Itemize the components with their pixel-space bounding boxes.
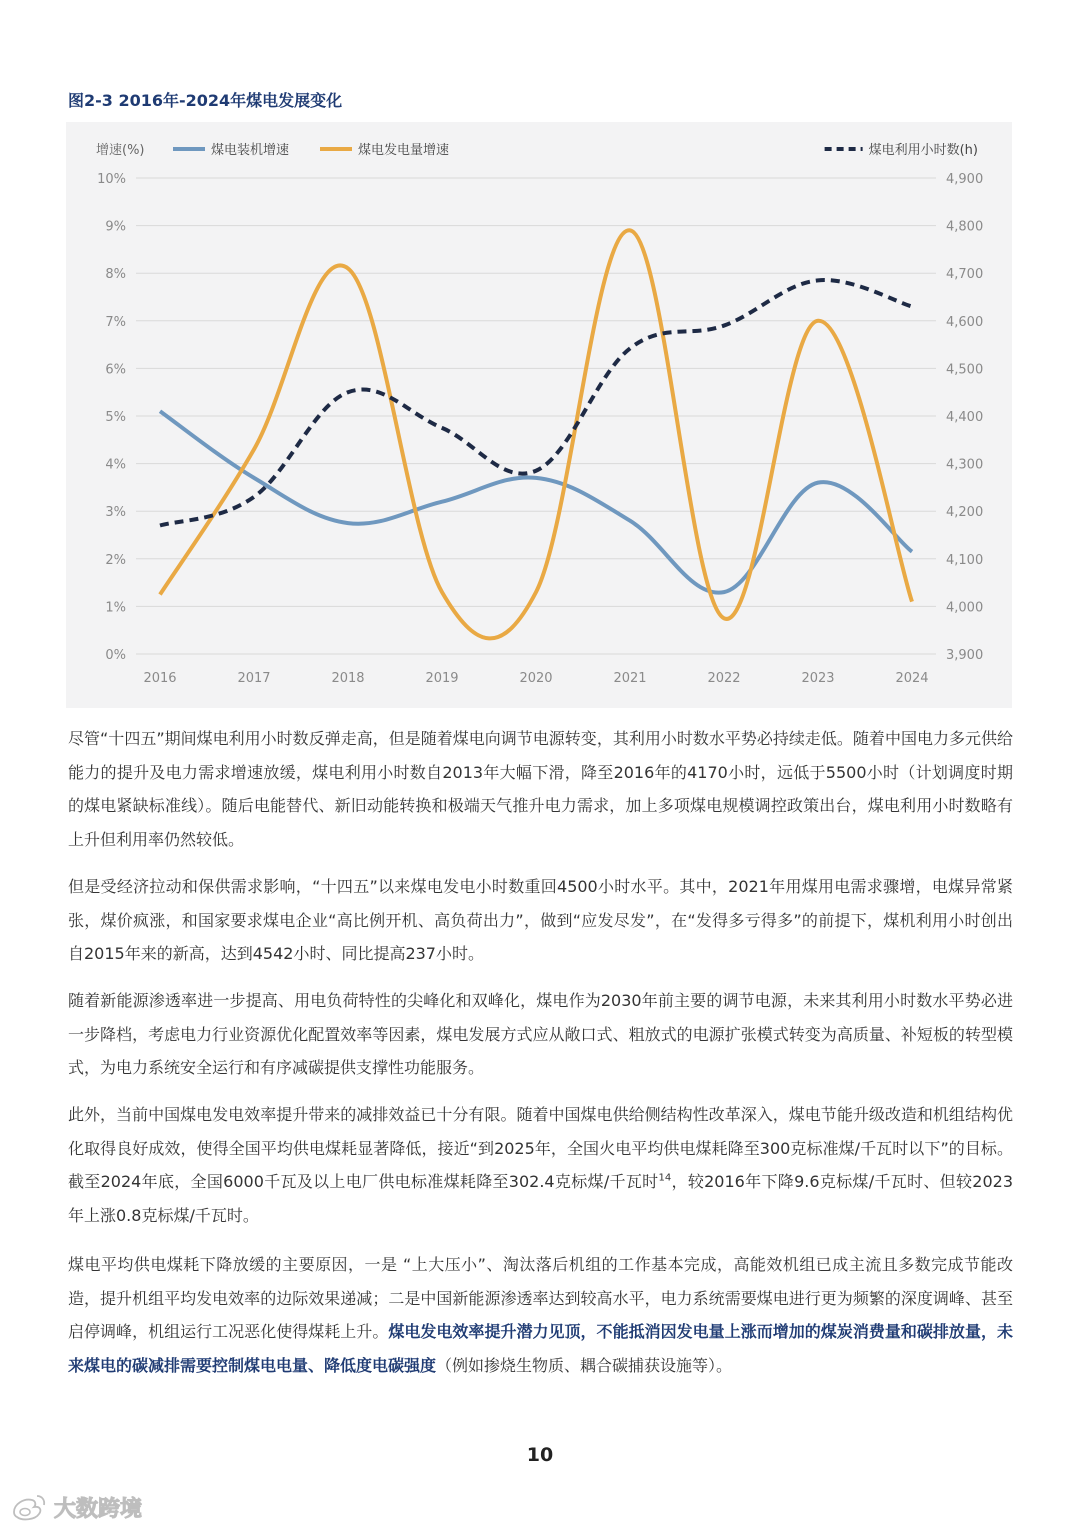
x-tick-label: 2016 xyxy=(143,671,177,686)
x-tick-label: 2017 xyxy=(237,671,271,686)
right-tick-label: 4,500 xyxy=(946,362,984,378)
right-tick-label: 4,600 xyxy=(946,314,984,330)
legend-label-1: 煤电装机增速 xyxy=(211,143,290,158)
right-tick-label: 4,700 xyxy=(946,267,984,283)
legend-label-2: 煤电发电量增速 xyxy=(358,143,450,158)
paragraph-5-part-a: 煤电平均供电煤耗下降放缓的主要原因，一是 “上大压小”、淘汰落后机组的工作基本完成，高能效机组已成主流且多数完成节能改造，提升机组平均发电效率的边际效果递减；二是中国新能源渗透率达到较高水平，电力系统需要煤电进行更为频繁的深度调峰、甚至启停调峰，机组运行工况恶化使得煤耗上升。 xyxy=(68,1255,1013,1341)
paragraph-4 xyxy=(68,1098,1013,1232)
right-tick-label: 4,200 xyxy=(946,505,984,521)
right-tick-label: 4,300 xyxy=(946,457,984,473)
left-tick-label: 0% xyxy=(105,648,126,663)
x-tick-label: 2019 xyxy=(425,671,459,686)
left-tick-label: 3% xyxy=(105,505,126,521)
left-tick-label: 10% xyxy=(97,172,126,187)
right-tick-label: 4,900 xyxy=(946,172,984,187)
footnote-ref-14[interactable]: 14 xyxy=(658,1172,672,1184)
left-tick-label: 5% xyxy=(105,410,126,425)
line-chart xyxy=(66,122,1012,708)
paragraph-5-part-b: （例如掺烧生物质、耦合碳捕获设施等）。 xyxy=(436,1355,733,1375)
page-number: 10 xyxy=(526,1444,554,1466)
x-tick-label: 2024 xyxy=(895,671,929,686)
figure-title: 图2-3 2016年-2024年煤电发展变化 xyxy=(68,91,343,110)
x-tick-label: 2021 xyxy=(613,671,647,686)
watermark-text: 大数跨境 xyxy=(54,1496,143,1522)
series-line-1 xyxy=(160,411,912,592)
left-tick-label: 6% xyxy=(105,362,126,378)
x-tick-label: 2023 xyxy=(801,671,835,686)
paragraph-5-highlight: 煤电发电效率提升潜力见顶，不能抵消因发电量上涨而增加的煤炭消费量和碳排放量，未来煤电的碳减排需要控制煤电电量、降低度电碳强度 xyxy=(68,1322,1013,1375)
x-tick-label: 2022 xyxy=(707,671,741,686)
left-tick-label: 9% xyxy=(105,219,126,235)
x-tick-label: 2018 xyxy=(331,671,365,686)
left-tick-label: 2% xyxy=(105,552,126,568)
paragraph-1: 尽管“十四五”期间煤电利用小时数反弹走高，但是随着煤电向调节电源转变，其利用小时数水平势必持续走低。随着中国电力多元供给能力的提升及电力需求增速放缓，煤电利用小时数自2013年大幅下滑，降至2016年的4170小时，远低于5500小时（计划调度时期的煤电紧缺标准线）。随后电能替代、新旧动能转换和极端天气推升电力需求，加上多项煤电规模调控政策出台，煤电利用小时数略有上升但利用率仍然较低。 xyxy=(68,729,1013,849)
watermark xyxy=(10,1490,142,1524)
x-tick-label: 2020 xyxy=(519,671,553,686)
paragraph-3: 随着新能源渗透率进一步提高、用电负荷特性的尖峰化和双峰化，煤电作为2030年前主要的调节电源，未来其利用小时数水平势必进一步降档，考虑电力行业资源优化配置效率等因素，煤电发展方式应从敞口式、粗放式的电源扩张模式转变为高质量、补短板的转型模式，为电力系统安全运行和有序减碳提供支撑性功能服务。 xyxy=(68,991,1013,1077)
paragraph-4-part-b: ，较2016年下降9.6克标煤/千瓦时、但较2023年上涨0.8克标煤/千瓦时。 xyxy=(68,1172,1014,1225)
paragraph-2: 但是受经济拉动和保供需求影响，“十四五”以来煤电发电小时数重回4500小时水平。其中，2021年用煤用电需求骤增，电煤异常紧张，煤价疯涨，和国家要求煤电企业“高比例开机、高负荷出力”，做到“应发尽发”，在“发得多亏得多”的前提下，煤机利用小时创出自2015年来的新高，达到4542小时、同比提高237小时。 xyxy=(68,877,1013,963)
left-tick-label: 8% xyxy=(105,267,126,283)
series-line-2 xyxy=(160,230,912,638)
paragraph-4-part-a: 此外，当前中国煤电发电效率提升带来的减排效益已十分有限。随着中国煤电供给侧结构性改革深入，煤电节能升级改造和机组结构优化取得良好成效，使得全国平均供电煤耗显著降低，接近“到2025年，全国火电平均供电煤耗降至300克标准煤/千瓦时以下”的目标。截至2024年底，全国6000千瓦及以上电厂供电标准煤耗降至302.4克标煤/千瓦时 xyxy=(68,1105,1013,1191)
chart-container xyxy=(66,122,1012,708)
right-tick-label: 3,900 xyxy=(946,648,984,663)
legend-label-3: 煤电利用小时数(h) xyxy=(868,143,978,158)
weibo-logo-icon xyxy=(10,1492,48,1522)
right-tick-label: 4,000 xyxy=(946,600,984,616)
right-tick-label: 4,400 xyxy=(946,410,984,425)
right-tick-label: 4,800 xyxy=(946,219,984,235)
right-tick-label: 4,100 xyxy=(946,552,984,568)
left-tick-label: 7% xyxy=(105,314,126,330)
left-tick-label: 4% xyxy=(105,457,126,473)
paragraph-5 xyxy=(68,1248,1013,1382)
left-axis-title: 增速(%) xyxy=(96,143,145,158)
left-tick-label: 1% xyxy=(105,600,126,616)
